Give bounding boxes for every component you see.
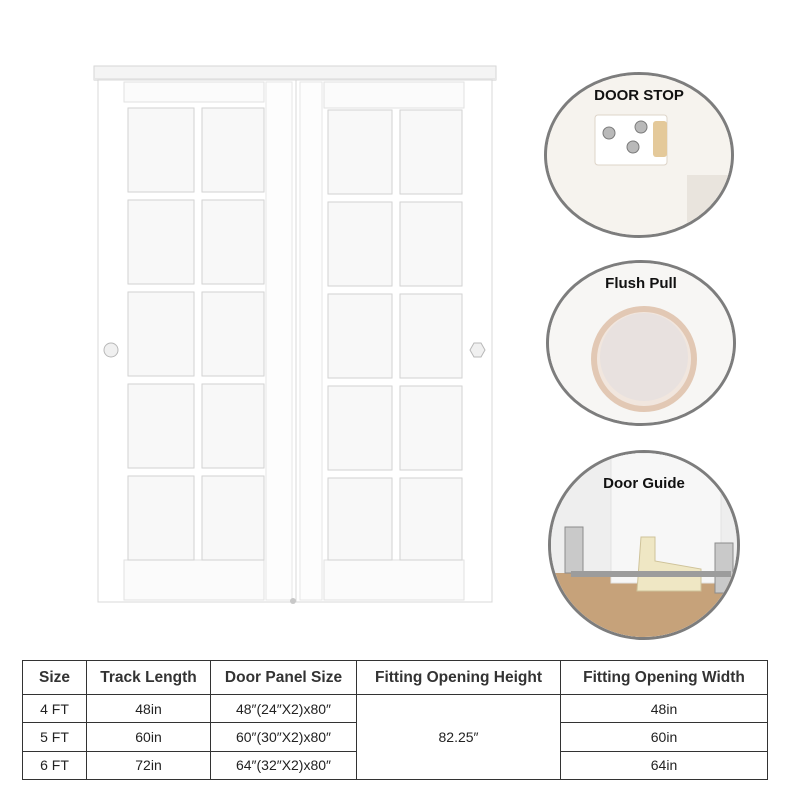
cell-size: 4 FT [23, 695, 87, 723]
header-fitting-opening-width: Fitting Opening Width [561, 661, 768, 695]
cell-size: 5 FT [23, 723, 87, 751]
door-guide-callout [548, 450, 740, 640]
cell-track-length: 48in [87, 695, 211, 723]
cell-door-panel-size: 48″(24″X2)x80″ [211, 695, 357, 723]
cell-track-length: 72in [87, 751, 211, 779]
top-track [94, 66, 496, 80]
flush-pull-callout [546, 260, 736, 426]
cell-fitting-opening-width: 48in [561, 695, 768, 723]
table-header-row [23, 661, 768, 695]
right-door-panel [296, 80, 492, 602]
header-size: Size [23, 661, 87, 695]
left-door-knob [104, 343, 118, 357]
cell-door-panel-size: 60″(30″X2)x80″ [211, 723, 357, 751]
right-door-knob [470, 343, 485, 357]
header-track-length: Track Length [87, 661, 211, 695]
header-door-panel-size: Door Panel Size [211, 661, 357, 695]
left-door-panel [98, 80, 296, 602]
cell-track-length: 60in [87, 723, 211, 751]
size-spec-table [22, 660, 768, 780]
cell-fitting-opening-height: 82.25″ [357, 695, 561, 780]
flush-pull-title: Flush Pull [605, 275, 677, 292]
door-stop-callout [544, 72, 734, 238]
cell-size: 6 FT [23, 751, 87, 779]
table-row [23, 695, 768, 723]
cell-door-panel-size: 64″(32″X2)x80″ [211, 751, 357, 779]
cell-fitting-opening-width: 64in [561, 751, 768, 779]
cell-fitting-opening-width: 60in [561, 723, 768, 751]
floor-guide-pin [290, 598, 296, 604]
door-guide-title: Door Guide [603, 475, 685, 492]
door-stop-title: DOOR STOP [594, 87, 684, 104]
header-fitting-opening-height: Fitting Opening Height [357, 661, 561, 695]
